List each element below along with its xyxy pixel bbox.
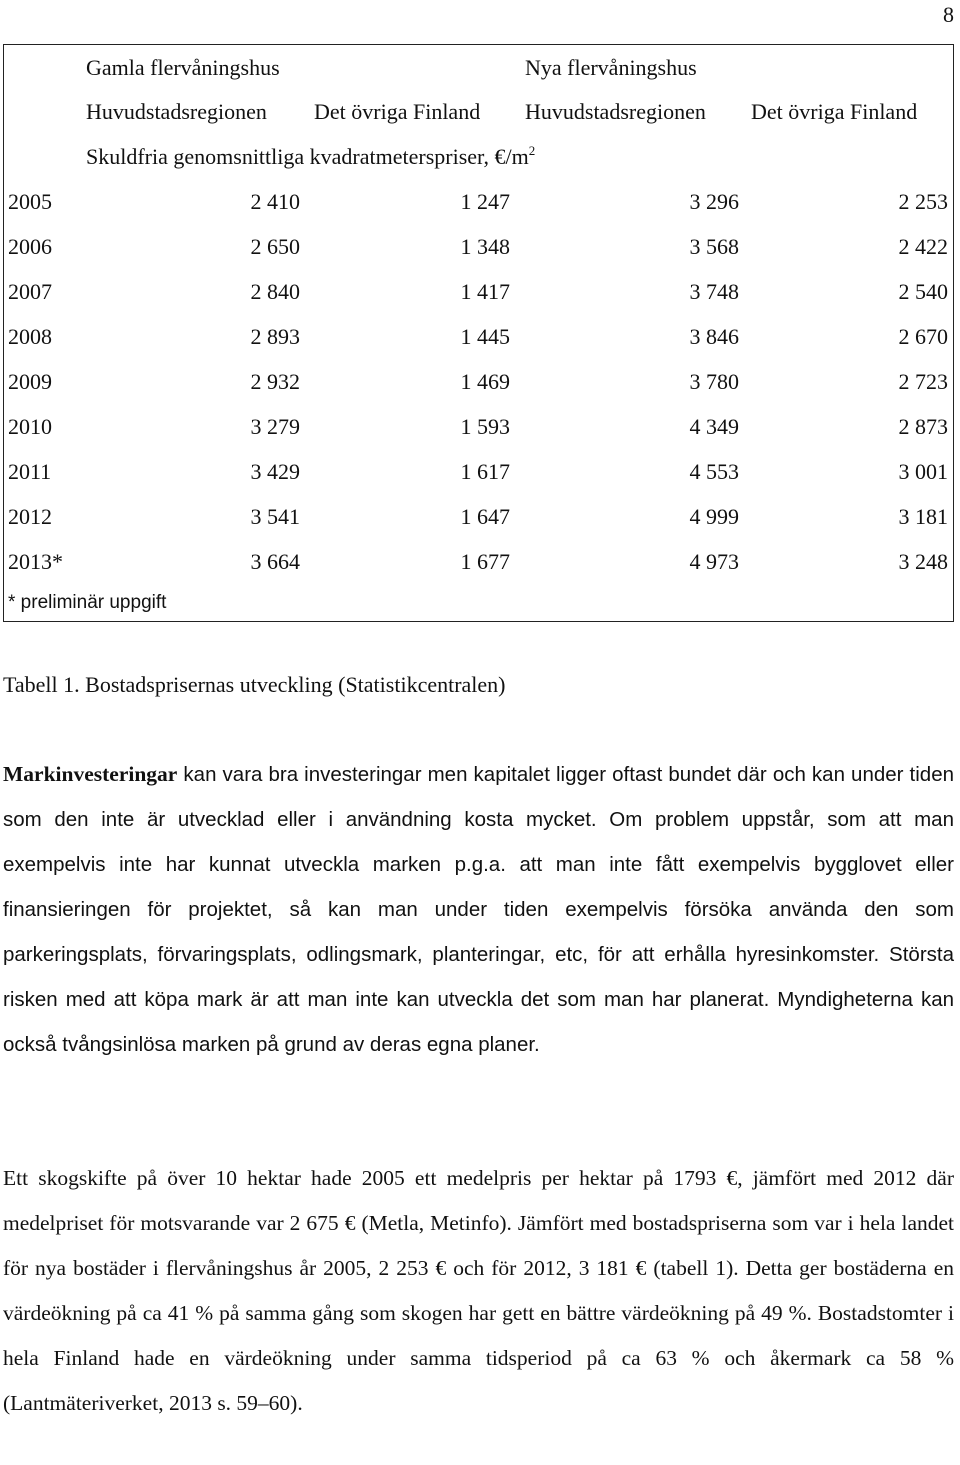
table-cell-value: 2 873 [898, 414, 948, 439]
unit-label-text: Skuldfria genomsnittliga kvadratmeterspriser, €/m [86, 144, 529, 169]
table-cell-value: 1 677 [460, 549, 510, 574]
table-row-year: 2013* [8, 549, 63, 574]
paragraph-text: kan vara bra investeringar men kapitalet ligger oftast bundet där och kan under tiden som den inte är utvecklad eller i användning kosta mycket. Om problem uppstår, som att man exempelvis inte har kunnat utveckla marken p.g.a. att man inte fått exempelvis bygglovet eller finansieringen för projektet, så kan man under tiden exempelvis försöka använda den som parkeringsplats, förvaringsplats, odlingsmark, planteringar, etc, för att erhålla hyresinkomster. Största risken med att köpa mark är att man inte kan utveckla det som man har planerat. Myndigheterna kan också tvångsinlösa marken på grund av deras egna planer. [3, 763, 954, 1056]
table-cell-value: 3 248 [898, 549, 948, 574]
table-cell-value: 1 247 [460, 189, 510, 214]
table-cell-value: 2 932 [250, 369, 300, 394]
table-row-year: 2012 [8, 504, 52, 529]
table-cell-value: 1 593 [460, 414, 510, 439]
table-cell-value: 2 670 [898, 324, 948, 349]
unit-superscript: 2 [528, 143, 536, 158]
table-region-header: Det övriga Finland [314, 99, 481, 124]
table-cell-value: 2 723 [898, 369, 948, 394]
table-cell-value: 1 348 [460, 234, 510, 259]
table-region-header: Huvudstadsregionen [525, 99, 706, 124]
paragraph-forest-prices: Ett skogskifte på över 10 hektar hade 2005 ett medelpris per hektar på 1793 €, jämfört med 2012 där medelpriset för motsvarande var 2 675 € (Metla, Metinfo). Jämfört med bostadspriserna som var i hela landet för nya bostäder i flervåningshus år 2005, 2 253 € och för 2012, 3 181 € (tabell 1). Detta ger bostäderna en värdeökning på ca 41 % på samma gång som skogen har gett en bättre värdeökning på 49 %. Bostadstomter i hela Finland hade en värdeökning under samma tidsperiod på ca 63 % och åkermark ca 58 % (Lantmäteriverket, 2013 s. 59–60). [3, 1166, 954, 1415]
table-cell-value: 1 445 [460, 324, 510, 349]
table-cell-value: 2 840 [250, 279, 300, 304]
table-cell-value: 1 617 [460, 459, 510, 484]
table-cell-value: 2 650 [250, 234, 300, 259]
table-row-year: 2008 [8, 324, 52, 349]
table-cell-value: 2 893 [250, 324, 300, 349]
table-cell-value: 3 001 [898, 459, 948, 484]
table-cell-value: 2 410 [250, 189, 300, 214]
table-cell-value: 1 469 [460, 369, 510, 394]
page-number: 8 [943, 2, 954, 27]
table-row-year: 2005 [8, 189, 52, 214]
table-unit-label [86, 144, 535, 170]
table-footnote: * preliminär uppgift [8, 592, 167, 613]
table-cell-value: 3 429 [250, 459, 300, 484]
table-caption: Tabell 1. Bostadsprisernas utveckling (Statistikcentralen) [3, 672, 506, 697]
table-cell-value: 1 417 [460, 279, 510, 304]
table-row-year: 2011 [8, 459, 52, 484]
table-cell-value: 3 279 [250, 414, 300, 439]
table-row-year: 2009 [8, 369, 52, 394]
table-cell-value: 3 541 [250, 504, 300, 529]
table-cell-value: 3 296 [689, 189, 739, 214]
table-cell-value: 2 540 [898, 279, 948, 304]
table-cell-value: 4 349 [689, 414, 739, 439]
paragraph-land-investments [3, 752, 954, 1067]
table-row-year: 2006 [8, 234, 52, 259]
table-cell-value: 3 846 [689, 324, 739, 349]
table-region-header: Huvudstadsregionen [86, 99, 267, 124]
table-region-header: Det övriga Finland [751, 99, 918, 124]
table-group-header-new: Nya flervåningshus [525, 55, 697, 80]
table-cell-value: 4 553 [689, 459, 739, 484]
table-cell-value: 3 568 [689, 234, 739, 259]
table-cell-value: 3 748 [689, 279, 739, 304]
table-cell-value: 1 647 [460, 504, 510, 529]
table-cell-value: 4 973 [689, 549, 739, 574]
table-cell-value: 4 999 [689, 504, 739, 529]
table-row-year: 2010 [8, 414, 52, 439]
paragraph-bold-lead: Markinvesteringar [3, 762, 178, 786]
table-cell-value: 2 422 [898, 234, 948, 259]
table-row-year: 2007 [8, 279, 52, 304]
table-cell-value: 3 181 [898, 504, 948, 529]
table-group-header-old: Gamla flervåningshus [86, 55, 280, 80]
table-cell-value: 3 664 [250, 549, 300, 574]
table-cell-value: 2 253 [898, 189, 948, 214]
table-cell-value: 3 780 [689, 369, 739, 394]
